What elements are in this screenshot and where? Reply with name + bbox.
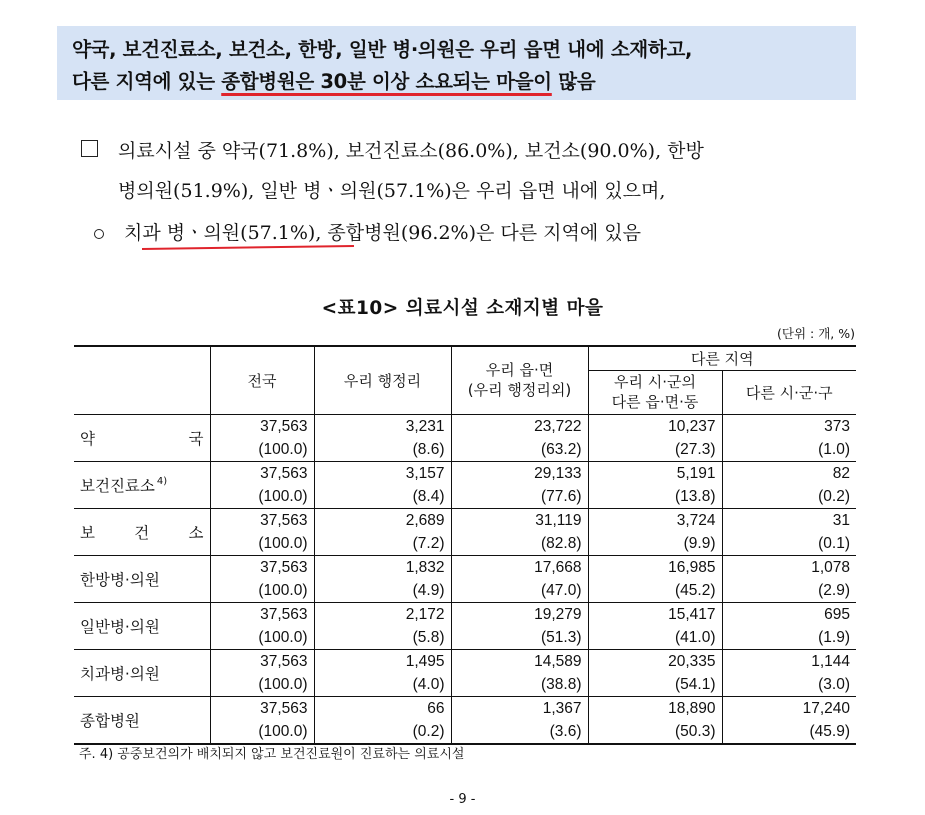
cell-percent: (0.2) xyxy=(314,720,451,744)
circle-bullet-icon xyxy=(94,229,104,239)
row-label-text: 보건진료소 xyxy=(80,476,155,495)
table-row xyxy=(74,696,856,720)
cell-count: 15,417 xyxy=(588,602,722,626)
red-underline-mark xyxy=(142,245,354,250)
cell-count: 66 xyxy=(314,696,451,720)
cell-percent: (41.0) xyxy=(588,626,722,650)
headline-line-2-end: 많음 xyxy=(551,70,596,93)
cell-percent: (51.3) xyxy=(451,626,588,650)
header-empty-cell xyxy=(74,346,210,414)
header-our-eupmyeon-line1: 우리 읍·면 xyxy=(485,361,554,380)
row-label xyxy=(74,555,210,602)
cell-percent: (27.3) xyxy=(588,438,722,462)
row-label xyxy=(74,414,210,461)
footnote: 주. 4) 공중보건의가 배치되지 않고 보건진료원이 진료하는 의료시설 xyxy=(79,747,465,762)
cell-count: 2,689 xyxy=(314,508,451,532)
cell-percent: (0.1) xyxy=(722,532,856,556)
cell-percent: (1.0) xyxy=(722,438,856,462)
cell-count: 695 xyxy=(722,602,856,626)
header-other-sigungu: 다른 시·군·구 xyxy=(722,370,856,414)
cell-count: 37,563 xyxy=(210,508,314,532)
cell-percent: (1.9) xyxy=(722,626,856,650)
headline-line-1: 약국, 보건진료소, 보건소, 한방, 일반 병·의원은 우리 읍면 내에 소재하고, xyxy=(72,38,693,61)
cell-percent: (82.8) xyxy=(451,532,588,556)
row-label-text: 치과병·의원 xyxy=(80,664,160,683)
header-our-sigun-line1: 우리 시·군의 xyxy=(614,373,696,391)
cell-percent: (77.6) xyxy=(451,485,588,509)
cell-percent: (9.9) xyxy=(588,532,722,556)
row-label xyxy=(74,649,210,696)
cell-count: 31,119 xyxy=(451,508,588,532)
paragraph-line-1: 의료시설 중 약국(71.8%), 보건진료소(86.0%), 보건소(90.0%), 한방 xyxy=(118,140,704,162)
cell-percent: (47.0) xyxy=(451,579,588,603)
cell-count: 17,668 xyxy=(451,555,588,579)
row-label xyxy=(74,461,210,508)
cell-count: 37,563 xyxy=(210,602,314,626)
headline-line-2 xyxy=(72,66,595,94)
cell-percent: (100.0) xyxy=(210,626,314,650)
cell-percent: (100.0) xyxy=(210,673,314,697)
cell-count: 18,890 xyxy=(588,696,722,720)
table-row xyxy=(74,461,856,485)
cell-count: 37,563 xyxy=(210,555,314,579)
cell-percent: (100.0) xyxy=(210,720,314,744)
cell-percent: (63.2) xyxy=(451,438,588,462)
row-label xyxy=(74,696,210,744)
cell-count: 14,589 xyxy=(451,649,588,673)
cell-count: 19,279 xyxy=(451,602,588,626)
row-label xyxy=(74,602,210,649)
cell-percent: (45.2) xyxy=(588,579,722,603)
header-national: 전국 xyxy=(210,346,314,414)
headline-line-2-start: 다른 지역에 있는 xyxy=(72,70,222,93)
header-our-admin-ri: 우리 행정리 xyxy=(314,346,451,414)
row-label-text: 약 국 xyxy=(80,429,204,448)
cell-percent: (100.0) xyxy=(210,532,314,556)
cell-count: 31 xyxy=(722,508,856,532)
square-bullet-icon xyxy=(81,140,98,157)
cell-percent: (3.6) xyxy=(451,720,588,744)
cell-percent: (4.9) xyxy=(314,579,451,603)
cell-count: 16,985 xyxy=(588,555,722,579)
cell-count: 1,495 xyxy=(314,649,451,673)
header-our-sigun-other xyxy=(588,370,722,414)
cell-count: 17,240 xyxy=(722,696,856,720)
cell-count: 20,335 xyxy=(588,649,722,673)
cell-count: 3,724 xyxy=(588,508,722,532)
cell-count: 37,563 xyxy=(210,649,314,673)
page-number: - 9 - xyxy=(449,792,476,807)
cell-percent: (7.2) xyxy=(314,532,451,556)
row-label-text: 한방병·의원 xyxy=(80,570,160,589)
row-label-text: 보 건 소 xyxy=(80,523,204,542)
row-label xyxy=(74,508,210,555)
paragraph-line-2: 병의원(51.9%), 일반 병ㆍ의원(57.1%)은 우리 읍면 내에 있으며, xyxy=(118,180,666,202)
cell-count: 373 xyxy=(722,414,856,438)
cell-count: 37,563 xyxy=(210,461,314,485)
table-row xyxy=(74,555,856,579)
cell-percent: (8.4) xyxy=(314,485,451,509)
cell-percent: (45.9) xyxy=(722,720,856,744)
table-title: <표10> 의료시설 소재지별 마을 xyxy=(321,298,604,319)
cell-percent: (0.2) xyxy=(722,485,856,509)
cell-count: 2,172 xyxy=(314,602,451,626)
cell-count: 1,832 xyxy=(314,555,451,579)
cell-percent: (8.6) xyxy=(314,438,451,462)
paragraph-line-3: 치과 병ㆍ의원(57.1%), 종합병원(96.2%)은 다른 지역에 있음 xyxy=(124,222,641,244)
cell-count: 1,367 xyxy=(451,696,588,720)
cell-count: 82 xyxy=(722,461,856,485)
row-label-text: 일반병·의원 xyxy=(80,617,160,636)
cell-count: 37,563 xyxy=(210,696,314,720)
table-row xyxy=(74,649,856,673)
cell-percent: (2.9) xyxy=(722,579,856,603)
cell-percent: (13.8) xyxy=(588,485,722,509)
cell-count: 29,133 xyxy=(451,461,588,485)
header-other-region: 다른 지역 xyxy=(588,346,856,370)
cell-percent: (5.8) xyxy=(314,626,451,650)
header-our-eupmyeon-line2: (우리 행정리외) xyxy=(467,381,572,400)
cell-percent: (100.0) xyxy=(210,579,314,603)
header-our-sigun-line2: 다른 읍·면·동 xyxy=(611,393,699,411)
cell-count: 3,157 xyxy=(314,461,451,485)
cell-count: 10,237 xyxy=(588,414,722,438)
table-row xyxy=(74,414,856,438)
cell-count: 1,078 xyxy=(722,555,856,579)
cell-percent: (54.1) xyxy=(588,673,722,697)
cell-percent: (50.3) xyxy=(588,720,722,744)
cell-count: 3,231 xyxy=(314,414,451,438)
cell-count: 5,191 xyxy=(588,461,722,485)
footnote-ref: 4) xyxy=(156,476,168,488)
cell-percent: (100.0) xyxy=(210,485,314,509)
row-label-text: 종합병원 xyxy=(80,711,140,730)
cell-percent: (3.0) xyxy=(722,673,856,697)
cell-count: 23,722 xyxy=(451,414,588,438)
cell-count: 1,144 xyxy=(722,649,856,673)
header-our-eupmyeon xyxy=(451,346,588,414)
cell-percent: (4.0) xyxy=(314,673,451,697)
facility-table xyxy=(74,345,856,745)
table-row xyxy=(74,602,856,626)
table-row xyxy=(74,508,856,532)
cell-percent: (38.8) xyxy=(451,673,588,697)
cell-count: 37,563 xyxy=(210,414,314,438)
cell-percent: (100.0) xyxy=(210,438,314,462)
table-unit: (단위 : 개, %) xyxy=(777,326,855,341)
headline-underlined-text: 종합병원은 30분 이상 소요되는 마을이 xyxy=(221,70,552,93)
